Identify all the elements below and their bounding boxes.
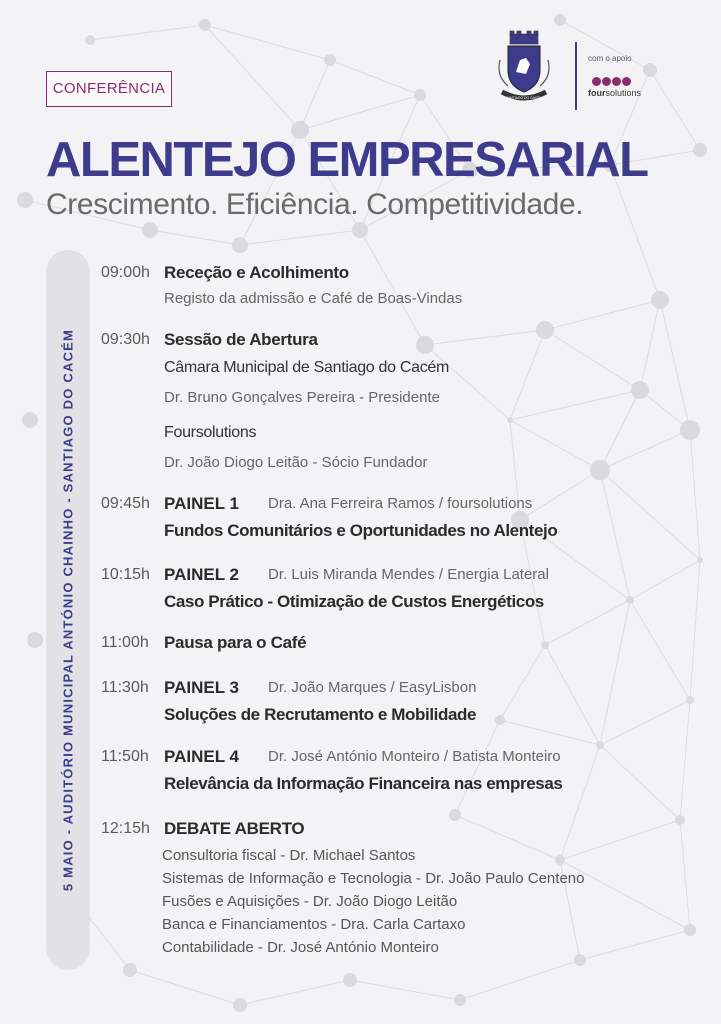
- panel-title: Fundos Comunitários e Oportunidades no Alentejo: [164, 521, 558, 540]
- panel-title: Caso Prático - Otimização de Custos Energéticos: [164, 592, 544, 611]
- agenda-item-title: Sessão de Abertura: [164, 330, 318, 349]
- crest-ribbon-text: SANTIAGO DO CACÉM: [505, 96, 543, 100]
- panel-speaker: Dr. Luis Miranda Mendes / Energia Lateral: [268, 566, 549, 583]
- debate-topic: Fusões e Aquisições - Dr. João Diogo Leitão: [162, 893, 458, 910]
- debate-topic: Contabilidade - Dr. José António Monteiro: [162, 939, 439, 956]
- debate-topic: Banca e Financiamentos - Dra. Carla Cartaxo: [162, 916, 466, 933]
- panel-speaker: Dr. José António Monteiro / Batista Monteiro: [268, 748, 561, 765]
- page-title: ALENTEJO EMPRESARIAL: [46, 133, 648, 187]
- support-label: com o apoio: [588, 54, 632, 63]
- panel-label: PAINEL 1: [164, 494, 239, 513]
- panel-title: Soluções de Recrutamento e Mobilidade: [164, 705, 477, 724]
- panel-title: Relevância da Informação Financeira nas empresas: [164, 774, 563, 793]
- agenda-item-title: Receção e Acolhimento: [164, 263, 349, 282]
- page-subtitle: Crescimento. Eficiência. Competitividade.: [46, 188, 584, 221]
- panel-label: PAINEL 3: [164, 678, 239, 697]
- panel-speaker: Dra. Ana Ferreira Ramos / foursolutions: [268, 495, 533, 512]
- panel-speaker: Dr. João Marques / EasyLisbon: [268, 679, 477, 696]
- agenda-time: 11:30h: [101, 679, 149, 696]
- agenda-speaker: Dr. João Diogo Leitão - Sócio Fundador: [164, 454, 428, 471]
- partner-logo-rest: solutions: [605, 88, 642, 98]
- agenda-time: 09:45h: [101, 495, 150, 512]
- agenda-item-detail: Registo da admissão e Café de Boas-Vindas: [164, 290, 463, 307]
- agenda-time: 11:00h: [101, 634, 149, 651]
- agenda-time: 10:15h: [101, 566, 150, 583]
- debate-topic: Consultoria fiscal - Dr. Michael Santos: [162, 847, 416, 864]
- agenda-organization: Foursolutions: [164, 424, 257, 441]
- side-banner-text: 5 MAIO - AUDITÓRIO MUNICIPAL ANTÓNIO CHAINHO - SANTIAGO DO CACÉM: [60, 328, 76, 892]
- panel-label: PAINEL 4: [164, 747, 239, 766]
- agenda-organization: Câmara Municipal de Santiago do Cacém: [164, 359, 450, 376]
- event-type-tag: CONFERÊNCIA: [46, 71, 172, 107]
- agenda-time: 09:00h: [101, 264, 150, 281]
- agenda-item-title: DEBATE ABERTO: [164, 819, 305, 838]
- debate-topic: Sistemas de Informação e Tecnologia - Dr. João Paulo Centeno: [162, 870, 585, 887]
- agenda-time: 11:50h: [101, 748, 149, 765]
- panel-label: PAINEL 2: [164, 565, 239, 584]
- agenda-time: 12:15h: [101, 820, 150, 837]
- agenda-item-title: Pausa para o Café: [164, 633, 307, 652]
- agenda-time: 09:30h: [101, 331, 150, 348]
- partner-logo-bold: four: [588, 88, 606, 98]
- agenda-speaker: Dr. Bruno Gonçalves Pereira - Presidente: [164, 389, 440, 406]
